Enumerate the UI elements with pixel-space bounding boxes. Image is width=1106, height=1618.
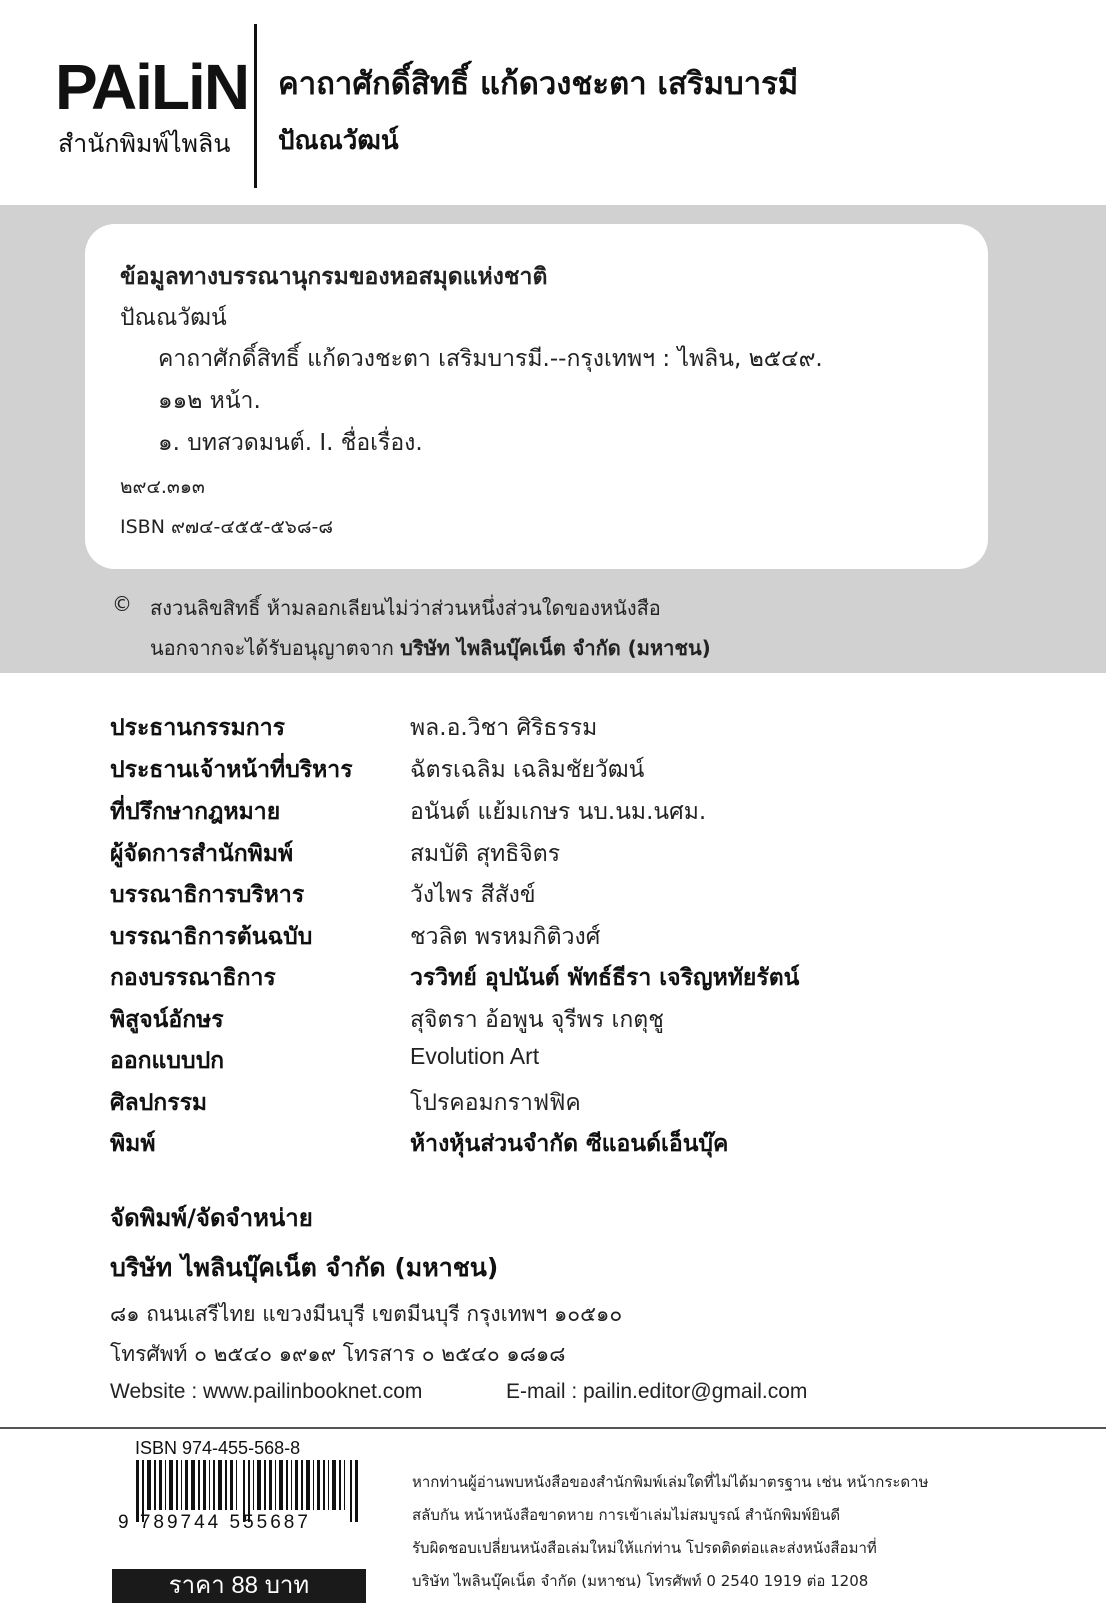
cip-isbn: ISBN ๙๗๔-๔๕๕-๕๖๘-๘ <box>120 516 333 538</box>
credit-role: ประธานเจ้าหน้าที่บริหาร <box>110 757 353 783</box>
credit-name: Evolution Art <box>410 1043 540 1069</box>
credit-role: กองบรรณาธิการ <box>110 965 276 991</box>
credit-name: พล.อ.วิชา ศิริธรรม <box>410 715 598 741</box>
notice-line: สลับกัน หน้าหนังสือขาดหาย การเข้าเล่มไม่สมบูรณ์ สำนักพิมพ์ยินดี <box>412 1506 841 1524</box>
credit-name: โปรคอมกราฟฟิค <box>410 1090 581 1116</box>
distribution-phone: โทรศัพท์ ๐ ๒๕๔๐ ๑๙๑๙ โทรสาร ๐ ๒๕๔๐ ๑๘๑๘ <box>110 1342 566 1366</box>
distribution-address: ๘๑ ถนนเสรีไทย แขวงมีนบุรี เขตมีนบุรี กรุงเทพฯ ๑๐๕๑๐ <box>110 1302 623 1326</box>
barcode-digits: 9 789744 555687 <box>118 1512 311 1533</box>
copyright-line-1: สงวนลิขสิทธิ์ ห้ามลอกเลียนไม่ว่าส่วนหนึ่งส่วนใดของหนังสือ <box>150 596 661 620</box>
header <box>0 0 1106 205</box>
copyright-symbol: © <box>112 592 132 616</box>
website-link[interactable]: Website : www.pailinbooknet.com <box>110 1380 423 1403</box>
price-label: ราคา 88 บาท <box>112 1569 366 1603</box>
cip-author: ปัณณวัฒน์ <box>120 305 227 331</box>
email-link[interactable]: E-mail : pailin.editor@gmail.com <box>506 1380 808 1403</box>
cip-title-line: คาถาศักดิ์สิทธิ์ แก้ดวงชะตา เสริมบารมี.--กรุงเทพฯ : ไพลิน, ๒๕๔๙. <box>158 346 823 372</box>
credit-role: ผู้จัดการสำนักพิมพ์ <box>110 841 294 867</box>
cip-heading: ข้อมูลทางบรรณานุกรมของหอสมุดแห่งชาติ <box>120 264 548 290</box>
book-author: ปัณณวัฒน์ <box>278 126 399 156</box>
notice-line: รับผิดชอบเปลี่ยนหนังสือเล่มใหม่ให้แก่ท่าน โปรดติดต่อและส่งหนังสือมาที่ <box>412 1539 877 1557</box>
credit-role: ประธานกรรมการ <box>110 715 285 741</box>
credit-name: ฉัตรเฉลิม เฉลิมชัยวัฒน์ <box>410 757 645 783</box>
credit-role: ออกแบบปก <box>110 1048 225 1074</box>
copyright-line-2-prefix: นอกจากจะได้รับอนุญาตจาก <box>150 636 394 660</box>
copyright-line-2 <box>150 632 711 664</box>
publisher-logo: PAiLiN <box>55 51 249 123</box>
credit-name: ห้างหุ้นส่วนจำกัด ซีแอนด์เอ็นบุ๊ค <box>410 1131 729 1157</box>
credit-role: บรรณาธิการบริหาร <box>110 882 305 908</box>
credit-role: ศิลปกรรม <box>110 1090 208 1116</box>
credit-name: วังไพร สีสังข์ <box>410 882 536 908</box>
distribution-heading: จัดพิมพ์/จัดจำหน่าย <box>110 1204 313 1232</box>
notice-line: บริษัท ไพลินบุ๊คเน็ต จำกัด (มหาชน) โทรศัพท์ 0 2540 1919 ต่อ 1208 <box>412 1572 869 1590</box>
copyright-company: บริษัท ไพลินบุ๊คเน็ต จำกัด (มหาชน) <box>400 636 711 660</box>
notice-line: หากท่านผู้อ่านพบหนังสือของสำนักพิมพ์เล่มใดที่ไม่ได้มาตรฐาน เช่น หน้ากระดาษ <box>412 1473 929 1491</box>
credit-role: บรรณาธิการต้นฉบับ <box>110 924 313 950</box>
header-divider <box>254 24 257 188</box>
barcode-isbn: ISBN 974-455-568-8 <box>135 1438 301 1458</box>
cip-subjects: ๑. บทสวดมนต์. I. ชื่อเรื่อง. <box>158 430 423 456</box>
credit-name: สุจิตรา อ้อพูน จุรีพร เกตุชู <box>410 1007 664 1033</box>
book-title: คาถาศักดิ์สิทธิ์ แก้ดวงชะตา เสริมบารมี <box>278 66 799 102</box>
credit-role: พิมพ์ <box>110 1131 156 1157</box>
credit-role: พิสูจน์อักษร <box>110 1007 224 1033</box>
credit-name: อนันต์ แย้มเกษร นบ.นม.นศม. <box>410 799 707 825</box>
distribution-company: บริษัท ไพลินบุ๊คเน็ต จำกัด (มหาชน) <box>110 1253 499 1282</box>
cip-pages: ๑๑๒ หน้า. <box>158 388 261 414</box>
publisher-name: สำนักพิมพ์ไพลิน <box>58 129 231 158</box>
credit-name: ชวลิต พรหมกิติวงศ์ <box>410 924 601 950</box>
credit-role: ที่ปรึกษากฎหมาย <box>110 799 281 825</box>
cip-classification: ๒๙๔.๓๑๓ <box>120 476 205 498</box>
credit-name: วรวิทย์ อุปนันต์ พัทธ์ธีรา เจริญหทัยรัตน์ <box>410 965 800 991</box>
credit-name: สมบัติ สุทธิจิตร <box>410 841 561 867</box>
footer-divider <box>0 1427 1106 1429</box>
